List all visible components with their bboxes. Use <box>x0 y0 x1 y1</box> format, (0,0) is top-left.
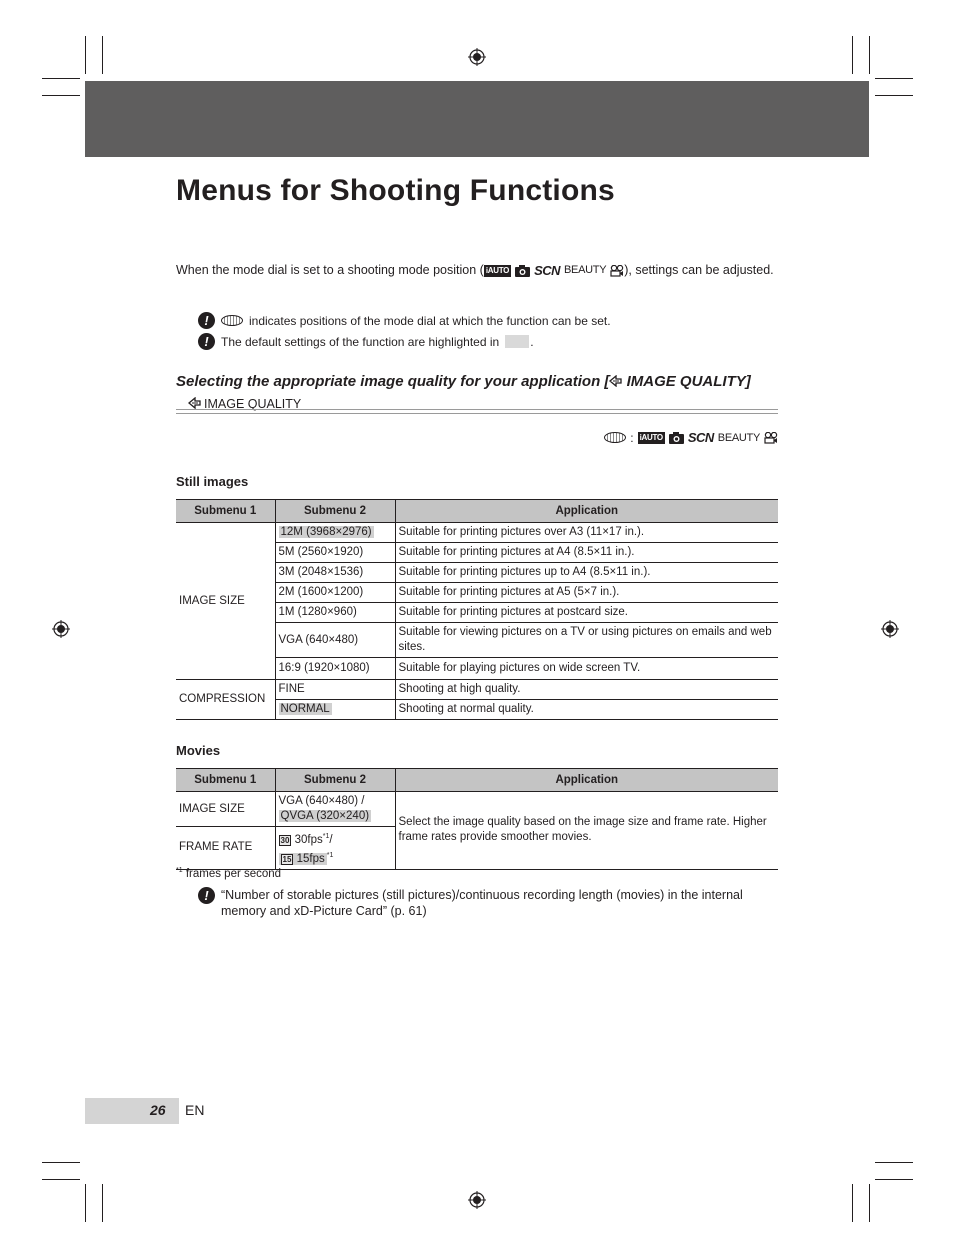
crop-mark <box>85 1184 86 1222</box>
note-end: . <box>530 334 534 349</box>
movies-table <box>176 768 778 870</box>
default-value: QVGA (320×240) <box>280 810 370 822</box>
crop-mark <box>875 95 913 96</box>
iauto-icon: iAUTO <box>639 432 663 442</box>
note-dial-positions <box>198 312 611 329</box>
application-cell: Suitable for printing pictures up to A4 (8.5×11 in.). <box>395 563 778 583</box>
crop-mark <box>875 78 913 79</box>
application-cell: Suitable for printing pictures at A5 (5×7 in.). <box>395 583 778 603</box>
submenu2-cell: 2M (1600×1200) <box>275 583 395 603</box>
column-header: Submenu 1 <box>176 769 275 792</box>
intro-paragraph <box>176 262 776 279</box>
crop-mark <box>875 1162 913 1163</box>
intro-text-end: ), settings can be adjusted. <box>624 263 774 277</box>
application-cell: Suitable for playing pictures on wide screen TV. <box>395 658 778 680</box>
movie-size-option: VGA (640×480) / <box>278 795 365 807</box>
crop-mark <box>42 1162 80 1163</box>
page-number: 26 <box>150 1102 166 1118</box>
section-heading-start: Selecting the appropriate image quality for your application [ <box>176 373 610 390</box>
default-value <box>279 853 327 865</box>
crop-mark <box>102 1184 103 1222</box>
note-text: The default settings of the function are highlighted in <box>221 334 500 349</box>
intro-text-start: When the mode dial is set to a shooting mode position ( <box>176 263 484 277</box>
section-heading-end: IMAGE QUALITY] <box>622 373 751 390</box>
submenu2-cell: 16:9 (1920×1080) <box>275 658 395 680</box>
crop-mark <box>869 36 870 74</box>
scn-icon: SCN <box>534 263 561 279</box>
beauty-icon: BEAUTY <box>717 431 760 444</box>
submenu2-cell <box>275 700 395 720</box>
crop-mark <box>852 1184 853 1222</box>
scn-icon: SCN <box>687 430 714 445</box>
registration-mark-icon <box>52 620 70 638</box>
crop-mark <box>102 36 103 74</box>
submenu1-cell: IMAGE SIZE <box>176 792 275 827</box>
column-header: Submenu 1 <box>176 500 275 523</box>
submenu2-cell <box>275 827 395 870</box>
section-divider <box>176 409 778 414</box>
column-header: Application <box>395 500 778 523</box>
column-header: Submenu 2 <box>275 500 395 523</box>
table-header-row <box>176 500 778 523</box>
fps-30-icon: 30 <box>280 835 290 845</box>
footnote-text: frames per second <box>185 867 282 880</box>
registration-mark-icon <box>468 1191 486 1209</box>
column-header: Submenu 2 <box>275 769 395 792</box>
submenu2-cell: 1M (1280×960) <box>275 603 395 623</box>
colon: : <box>630 430 634 445</box>
header-band <box>85 81 869 157</box>
crop-mark <box>85 36 86 74</box>
iauto-icon: iAUTO <box>485 265 510 275</box>
movies-heading: Movies <box>176 743 221 758</box>
default-value: 12M (3968×2976) <box>280 526 372 538</box>
application-cell: Suitable for printing pictures at postcard size. <box>395 603 778 623</box>
column-header: Application <box>395 769 778 792</box>
note-default-highlight <box>198 333 534 350</box>
caution-icon: ! <box>198 887 215 904</box>
fps-separator: / <box>329 833 333 846</box>
crop-mark <box>42 1179 80 1180</box>
reference-note <box>198 887 758 919</box>
still-images-heading: Still images <box>176 474 249 489</box>
table-row <box>176 792 778 827</box>
submenu2-cell: VGA (640×480) <box>275 623 395 658</box>
crop-mark <box>875 1179 913 1180</box>
mode-icons <box>484 262 624 279</box>
submenu2-cell: 5M (2560×1920) <box>275 543 395 563</box>
highlight-swatch <box>505 335 529 348</box>
footnote-ref: *1 <box>326 851 334 859</box>
still-images-table <box>176 499 778 720</box>
beauty-icon: BEAUTY <box>564 264 607 277</box>
application-cell: Suitable for viewing pictures on a TV or using pictures on emails and web sites. <box>395 623 778 658</box>
movie-icon <box>764 432 778 444</box>
movie-icon <box>610 265 624 277</box>
application-cell: Select the image quality based on the image size and frame rate. Higher frame rates provide smoother movies. <box>395 792 778 870</box>
menu-path-label: IMAGE QUALITY <box>204 397 302 411</box>
reference-text: “Number of storable pictures (still pictures)/continuous recording length (movies) in the internal memory and xD-Picture Card” (p. 61) <box>221 888 743 918</box>
page-title: Menus for Shooting Functions <box>176 174 615 207</box>
submenu2-cell: 3M (2048×1536) <box>275 563 395 583</box>
application-cell: Suitable for printing pictures over A3 (11×17 in.). <box>395 523 778 543</box>
submenu1-cell: IMAGE SIZE <box>176 523 275 680</box>
section-heading <box>176 373 751 390</box>
submenu2-cell: FINE <box>275 680 395 700</box>
footnote-mark: *1 <box>176 867 183 874</box>
mode-dial-icon <box>221 315 243 326</box>
table-header-row <box>176 769 778 792</box>
camera-icon <box>515 265 530 277</box>
crop-mark <box>869 1184 870 1222</box>
fps-option: 30fps <box>294 833 323 846</box>
crop-mark <box>852 36 853 74</box>
page-language: EN <box>185 1102 205 1118</box>
default-value: NORMAL <box>280 703 330 715</box>
footnote <box>176 867 281 880</box>
registration-mark-icon <box>468 48 486 66</box>
available-modes <box>604 430 778 445</box>
fps-option: 15fps <box>296 852 325 865</box>
application-cell: Shooting at normal quality. <box>395 700 778 720</box>
image-quality-icon <box>188 397 201 409</box>
table-row <box>176 523 778 543</box>
camera-icon <box>669 432 684 444</box>
table-row <box>176 680 778 700</box>
footnote-ref: *1 <box>322 833 330 840</box>
application-cell: Shooting at high quality. <box>395 680 778 700</box>
application-cell: Suitable for printing pictures at A4 (8.5×11 in.). <box>395 543 778 563</box>
fps-15-icon: 15 <box>282 854 292 864</box>
submenu1-cell: FRAME RATE <box>176 827 275 870</box>
caution-icon: ! <box>198 312 215 329</box>
note-text: indicates positions of the mode dial at which the function can be set. <box>249 313 611 328</box>
caution-icon: ! <box>198 333 215 350</box>
registration-mark-icon <box>881 620 899 638</box>
crop-mark <box>42 78 80 79</box>
crop-mark <box>42 95 80 96</box>
submenu1-cell: COMPRESSION <box>176 680 275 720</box>
mode-dial-icon <box>604 432 626 443</box>
image-quality-icon <box>609 375 622 387</box>
submenu2-cell <box>275 792 395 827</box>
submenu2-cell <box>275 523 395 543</box>
